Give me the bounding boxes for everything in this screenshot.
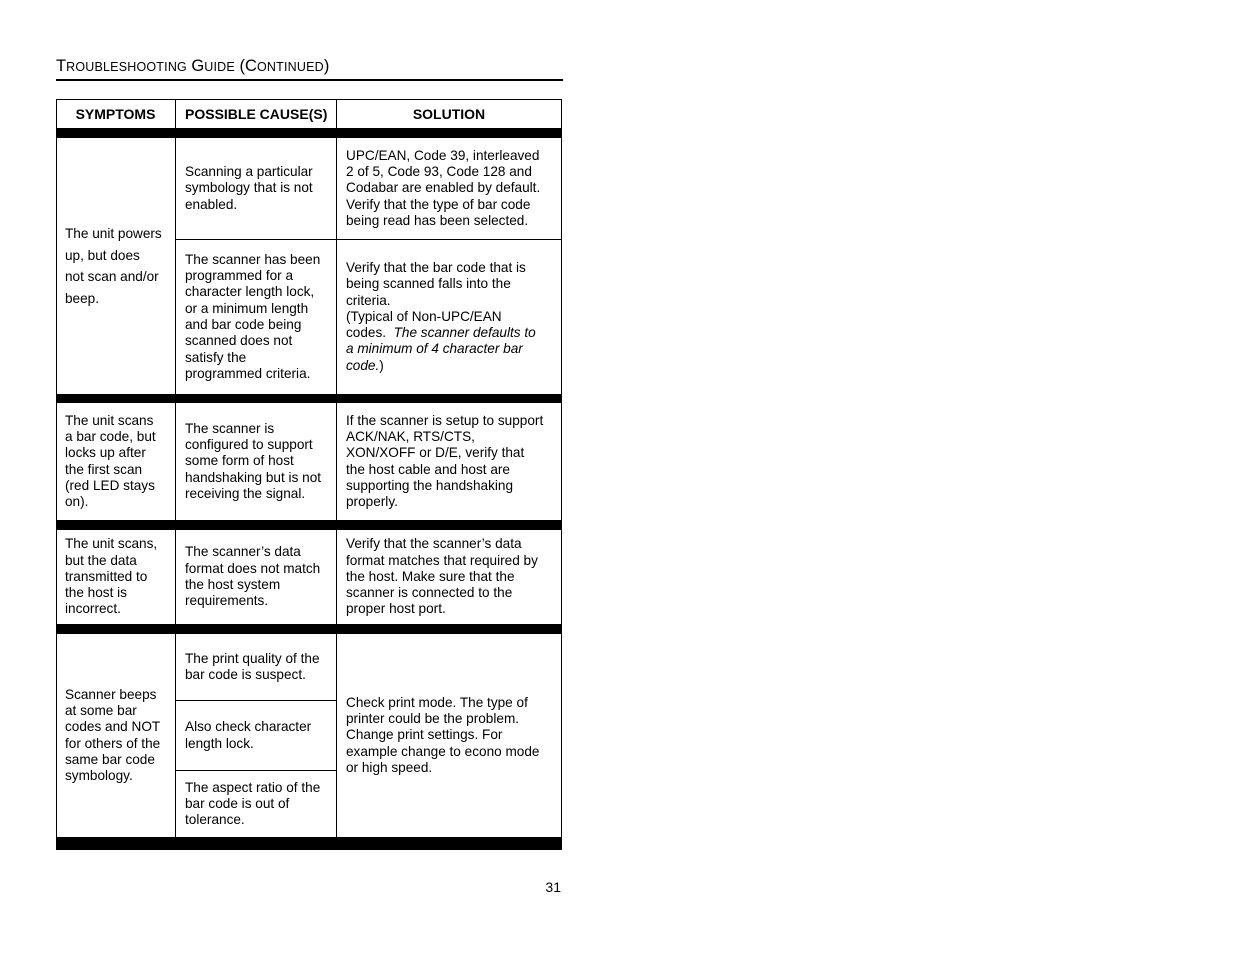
page-heading: TROUBLESHOOTING GUIDE (CONTINUED) — [56, 57, 330, 75]
cause-cell: The scanner has been programmed for a character length lock, or a minimum length and bar code being scanned does not satisfy the programmed criteria. — [185, 251, 321, 381]
cause-cell: The scanner’s data format does not match the host system requirements. — [185, 544, 321, 609]
solution-cell: Verify that the scanner’s data format matches that required by the host. Make sure that the scanner is connected to the proper host port. — [346, 536, 538, 617]
cause-cell: Scanning a particular symbology that is not enabled. — [185, 164, 313, 212]
symptom-cell: The unit scans a bar code, but locks up after the first scan (red LED stays on). — [65, 412, 156, 510]
cause-cell: Also check character length lock. — [185, 719, 312, 751]
table-right-border — [561, 99, 562, 850]
header-symptoms: SYMPTOMS — [75, 106, 156, 122]
symptom-cell: The unit scans, but the data transmitted to the host is incorrect. — [65, 536, 158, 617]
header-solution: SOLUTION — [412, 106, 486, 122]
separator-bar — [56, 837, 562, 850]
cause-cell: The aspect ratio of the bar code is out of tolerance. — [185, 779, 321, 828]
solution-cell: Check print mode. The type of printer could be the problem. Change print settings. For example change to econo mode or high speed. — [346, 694, 540, 775]
heading-rule — [56, 79, 563, 81]
separator-bar — [56, 520, 562, 530]
solution-cell: UPC/EAN, Code 39, interleaved 2 of 5, Code 93, Code 128 and Codabar are enabled by default. Verify that the type of bar code being read has been selected. — [346, 147, 541, 228]
solution-cell: Verify that the bar code that is being scanned falls into the criteria. (Typical of Non-UPC/EAN codes. The scanner defaults to a minimum of 4 character bar code.) — [346, 259, 536, 373]
cause-cell: The scanner is configured to support some form of host handshaking but is not receiving the signal. — [185, 420, 322, 501]
separator-bar — [56, 128, 562, 138]
page-number: 31 — [545, 879, 561, 895]
header-possible-causes: POSSIBLE CAUSE(S) — [185, 106, 328, 122]
symptom-cell: The unit powers up, but does not scan and/or beep. — [65, 226, 162, 306]
solution-cell: If the scanner is setup to support ACK/NAK, RTS/CTS, XON/XOFF or D/E, verify that the host cable and host are supporting the handshaking properly. — [346, 412, 544, 510]
cause-cell: The print quality of the bar code is suspect. — [185, 650, 320, 682]
symptom-cell: Scanner beeps at some bar codes and NOT for others of the same bar code symbology. — [65, 686, 161, 784]
separator-bar — [56, 624, 562, 634]
separator-bar — [56, 394, 562, 403]
